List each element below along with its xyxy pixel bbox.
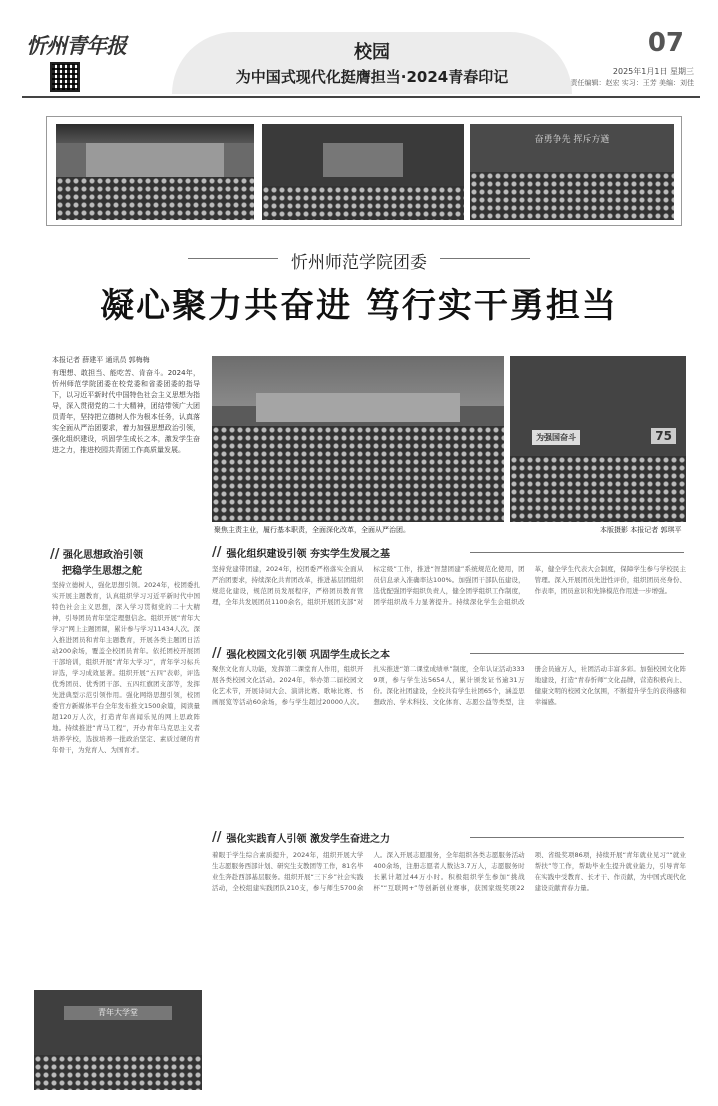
photo-hall <box>212 356 504 522</box>
photo-sign-text: 为强国奋斗 <box>532 430 580 445</box>
page-number: 07 <box>647 28 684 58</box>
article-kicker: 忻州师范学院团委 <box>291 253 427 273</box>
photo-top-left <box>56 124 254 220</box>
section-4-rule <box>470 837 684 838</box>
section-3-title-text: 强化校园文化引领 巩固学生成长之本 <box>226 650 390 661</box>
section-3-rule <box>470 653 684 654</box>
section-1-title-line2: 把稳学生思想之舵 <box>62 566 142 577</box>
inset-photo <box>34 990 202 1090</box>
header-rule <box>22 96 700 98</box>
photo-students <box>510 356 686 522</box>
kicker-rule-right <box>440 258 530 259</box>
inset-photo-banner: 青年大学堂 <box>64 1006 172 1020</box>
section-1-title-line1: 强化思想政治引领 <box>62 550 143 561</box>
newspaper-logo: 忻州青年报 <box>26 33 126 58</box>
section-2-body: 坚持党建带团建，2024年，校团委严格落实全面从严治团要求，持续深化共青团改革，推进基层团组织规范化建设，规范团员发展程序，严格团员教育管理，全年共发展团员1100余名，组织开展团支部“对标定级”工作，推进“智慧团建”系统规范化使用，团员信息录入准确率达100%。加强团干部队伍建设，选优配强团学组织负责人，健全团学组织工作制度，团学组织战斗力显著提升。持续深化学生会组织改革，健全学生代表大会制度，保障学生参与学校民主管理。深入开展团员先进性评价，组织团员亮身份、作表率，团员意识和先锋模范作用进一步增强。 <box>212 565 686 606</box>
section-4-mark: // <box>212 830 222 845</box>
qr-code-icon <box>50 62 80 92</box>
column-subtitle: 为中国式现代化挺膺担当·2024青春印记 <box>235 68 509 86</box>
section-1-mark: // <box>50 547 60 562</box>
photo-sign-number: 75 <box>651 428 676 444</box>
section-3-body: 聚焦文化育人功能，发挥第二课堂育人作用，组织开展各类校园文化活动。2024年，举办第二届校园文化艺术节，开展诗词大会、演讲比赛、歌咏比赛、书画展览等活动60余场，参与学生超过20000人次。扎实推进“第二课堂成绩单”制度，全年认证活动3339项，参与学生达5654人，累计颁发证书逾31万份。深化社团建设，全校共有学生社团65个，涵盖思想政治、学术科技、文化体育、志愿公益等类型，注册会员逾万人，社团活动丰富多彩。加强校园文化阵地建设，打造“青春忻师”文化品牌，营造积极向上、健康文明的校园文化氛围，不断提升学生的获得感和幸福感。 <box>212 665 686 706</box>
article-lede: 有理想、敢担当、能吃苦、肯奋斗。2024年，忻州师范学院团委在校党委和省委团委的指导下，以习近平新时代中国特色社会主义思想为指导，深入贯彻党的二十大精神，团结带领广大团员青年，坚持把立德树人作为根本任务，认真落实全面从严治团要求，着力加强思想政治引领，强化组织建设，巩固学生成长之本，激发学生奋进之力，推进校园共青团工作高质量发展。 <box>52 369 200 454</box>
column-title: 校园 <box>354 42 390 63</box>
article-byline: 本报记者 薛建平 通讯员 郭梅梅 <box>52 356 150 364</box>
section-2-title-text: 强化组织建设引领 夯实学生发展之基 <box>226 549 390 560</box>
photo-banner-text: 奋勇争先 挥斥方遒 <box>534 135 610 145</box>
photo-students-caption: 本版摄影 本报记者 郭琪平 <box>600 526 682 534</box>
editor-line: 责任编辑：赵宏 实习：王芳 美编：刘佳 <box>570 79 694 87</box>
article-headline: 凝心聚力共奋进 笃行实干勇担当 <box>100 286 618 326</box>
section-3-mark: // <box>212 646 222 661</box>
photo-hall-caption: 聚焦主责主业，履行基本职责，全面深化改革，全面从严治团。 <box>214 526 410 534</box>
section-4-body: 着眼于学生综合素质提升，2024年，组织开展大学生志愿服务西部计划、研究生支教团等工作，81名毕业生奔赴西部基层服务。组织开展“三下乡”社会实践活动，全校组建实践团队210支，参与师生5700余人。深入开展志愿服务，全年组织各类志愿服务活动400余场，注册志愿者人数达3.7万人，志愿服务时长累计超过44万小时。积极组织学生参加“挑战杯”“互联网+”等创新创业赛事，获国家级奖项22项、省级奖项86项，持续开展“青年就业见习”“就业帮扶”等工作，帮助毕业生提升就业能力，引导青年在实践中受教育、长才干、作贡献，为中国式现代化建设贡献青春力量。 <box>212 851 686 892</box>
section-1-title <box>50 546 143 577</box>
date-line: 2025年1月1日 星期三 <box>612 67 694 76</box>
section-1-body: 坚持立德树人，强化思想引领。2024年，校团委扎实开展主题教育，认真组织学习习近平新时代中国特色社会主义思想，深入学习贯彻党的二十大精神，引导团员青年坚定理想信念。组织开展“青年大学习”网上主题团课，累计参与学习11434人次。深入推进团员和青年主题教育，开展各类主题团日活动200余场，覆盖全校团员青年。依托团校开展团干部培训，组织开展“青年大学习”，青年学习标兵评选，学习成效显著。组织开展“五四”表彰，评选优秀团员、优秀团干部、五四红旗团支部等，发挥先进典型示范引领作用。强化网络思想引领，校团委官方新媒体平台全年发布推文1500余篇，阅读量超120万人次，打造青年喜闻乐见的网上思政阵地。持续推进“青马工程”，开办青年马克思主义者培养学校，选拔培养一批政治坚定、素质过硬的青年骨干，为党育人、为国育才。 <box>52 581 200 754</box>
section-4-title-text: 强化实践育人引领 激发学生奋进之力 <box>226 834 390 845</box>
section-2-title <box>212 545 390 560</box>
masthead <box>22 22 700 94</box>
column-banner <box>172 24 572 92</box>
section-2-rule <box>470 552 684 553</box>
section-2-mark: // <box>212 545 222 560</box>
photo-top-middle <box>262 124 464 220</box>
section-4-title <box>212 830 390 845</box>
photo-top-right <box>470 124 674 220</box>
section-3-title <box>212 646 390 661</box>
